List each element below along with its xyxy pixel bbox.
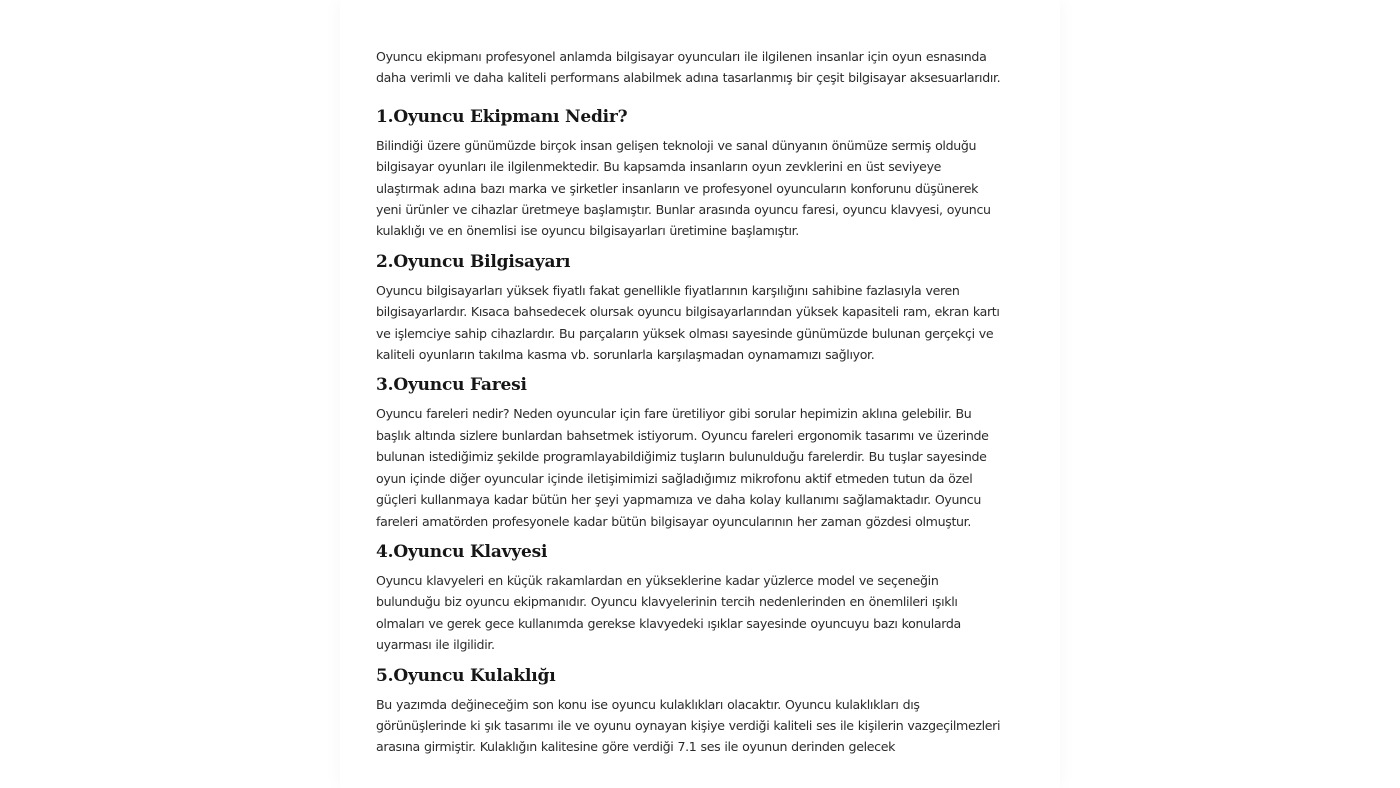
section-oyuncu-bilgisayari	[376, 250, 1006, 366]
section-heading: 5.Oyuncu Kulaklığı	[376, 665, 556, 686]
section-oyuncu-klavyesi	[376, 540, 1006, 656]
section-oyuncu-ekipmani	[376, 105, 1006, 242]
intro-paragraph: Oyuncu ekipmanı profesyonel anlamda bilgisayar oyuncuları ile ilgilenen insanlar için oyun esnasında daha verimli ve daha kaliteli performans alabilmek adına tasarlanmış bir çeşit bilgisayar aksesuarlarıdır.	[376, 49, 1001, 86]
section-oyuncu-faresi	[376, 373, 1006, 531]
section-paragraph: Oyuncu bilgisayarları yüksek fiyatlı fakat genellikle fiyatlarının karşılığını sahibine fazlasıyla veren bilgisayarlardır. Kısaca bahsedecek olursak oyuncu bilgisayarlarından yüksek kapasiteli ram, ekran kartı ve işlemciye sahip cihazlardır. Bu parçaların yüksek olması sayesinde günümüzde bulunan gerçekçi ve kaliteli oyunların takılma kasma vb. sorunlarla karşılaşmadan oynamamızı sağlıyor.	[376, 282, 1000, 363]
document-page	[340, 0, 1060, 788]
document-content	[376, 46, 1006, 766]
section-heading: 2.Oyuncu Bilgisayarı	[376, 251, 571, 272]
section-heading: 4.Oyuncu Klavyesi	[376, 541, 548, 562]
section-oyuncu-kulakligi	[376, 664, 1006, 758]
section-paragraph: Oyuncu fareleri nedir? Neden oyuncular için fare üretiliyor gibi sorular hepimizin aklına gelebilir. Bu başlık altında sizlere bunlardan bahsetmek istiyorum. Oyuncu fareleri ergonomik tasarımı ve üzerinde bulunan istediğimiz şekilde programlayabildiğimiz tuşların bulunulduğu farelerdir. Bu tuşlar sayesinde oyun içinde diğer oyuncular içinde iletişimimizi sağladığımız mikrofonu aktif etmeden tutun da özel güçleri kullanmaya kadar bütün her şeyi yapmamıza ve daha kolay kullanımı sağlamaktadır. Oyuncu fareleri amatörden profesyonele kadar bütün bilgisayar oyuncularının her zaman gözdesi olmuştur.	[376, 406, 989, 529]
section-paragraph: Oyuncu klavyeleri en küçük rakamlardan en yükseklerine kadar yüzlerce model ve seçeneğin bulunduğu biz oyuncu ekipmanıdır. Oyuncu klavyelerinin tercih nedenlerinden en önemlileri ışıklı olmaları ve gerek gece kullanımda gerekse klavyedeki ışıklar sayesinde oyuncuyu bazı konularda uyarması ile ilgilidir.	[376, 572, 961, 653]
section-paragraph: Bilindiği üzere günümüzde birçok insan gelişen teknoloji ve sanal dünyanın önümüze sermiş olduğu bilgisayar oyunları ile ilgilenmektedir. Bu kapsamda insanların oyun zevklerini en üst seviyeye ulaştırmak adına bazı marka ve şirketler insanların ve profesyonel oyuncuların konforunu düşünerek yeni ürünler ve cihazlar üretmeye başlamıştır. Bunlar arasında oyuncu faresi, oyuncu klavyesi, oyuncu kulaklığı ve en önemlisi ise oyuncu bilgisayarları üretimine başlamıştır.	[376, 137, 991, 239]
section-paragraph: Bu yazımda değineceğim son konu ise oyuncu kulaklıkları olacaktır. Oyuncu kulaklıkları dış görünüşlerinde ki şık tasarımı ile ve oyunu oynayan kişiye verdiği kaliteli ses ile kişilerin vazgeçilmezleri arasına girmiştir. Kulaklığın kalitesine göre verdiği 7.1 ses ile oyunun derinden gelecek	[376, 696, 1001, 755]
section-heading: 3.Oyuncu Faresi	[376, 375, 527, 396]
section-heading: 1.Oyuncu Ekipmanı Nedir?	[376, 106, 628, 127]
